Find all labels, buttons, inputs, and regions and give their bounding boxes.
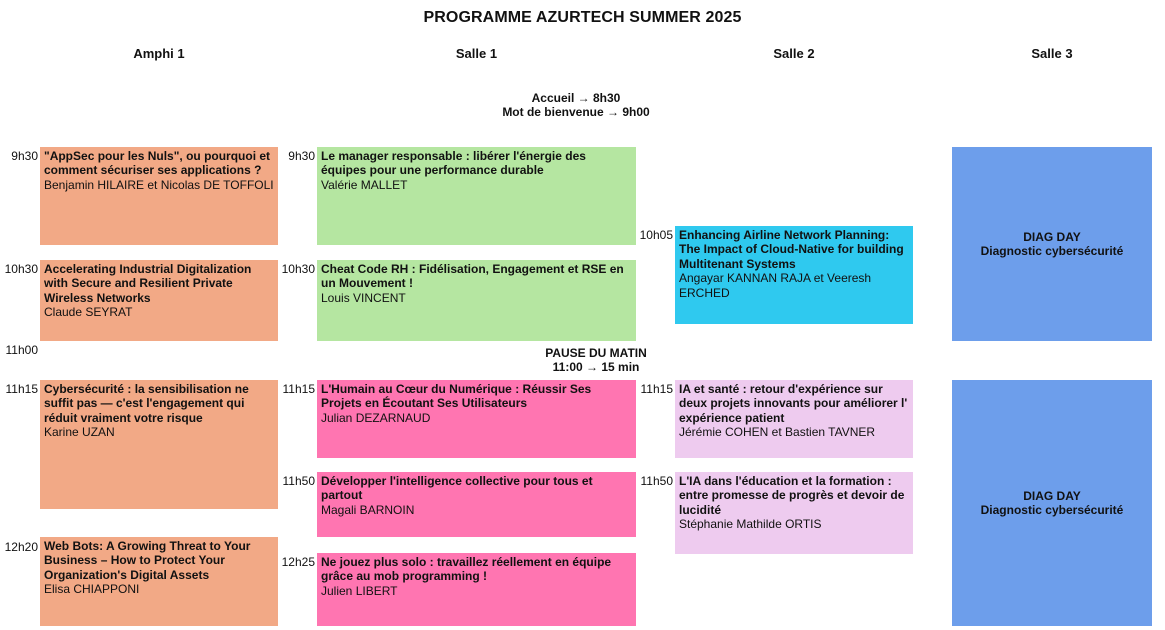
session-card[interactable]	[40, 147, 278, 245]
session-speaker: Karine UZAN	[44, 425, 115, 440]
session-card[interactable]	[317, 260, 636, 341]
diag-day-card[interactable]	[952, 147, 1152, 341]
session-card[interactable]	[40, 380, 278, 509]
time-label: 10h05	[639, 228, 673, 242]
session-speaker: Claude SEYRAT	[44, 305, 133, 320]
time-label: 12h25	[281, 555, 315, 569]
session-card[interactable]	[317, 472, 636, 537]
time-label: 11h15	[640, 382, 673, 396]
opening-note	[436, 91, 716, 119]
room-header-salle2: Salle 2	[773, 46, 815, 61]
diag-day-card[interactable]	[952, 380, 1152, 626]
session-title: "AppSec pour les Nuls", ou pourquoi et comment sécuriser ses applications ?	[44, 149, 271, 178]
session-card[interactable]	[317, 553, 636, 626]
time-label: 11h50	[640, 474, 673, 488]
time-label: 9h30	[288, 149, 315, 163]
session-speaker: Louis VINCENT	[321, 290, 406, 305]
session-speaker: Benjamin HILAIRE et Nicolas DE TOFFOLI	[44, 177, 274, 192]
session-card[interactable]	[675, 380, 913, 458]
session-title: L'Humain au Cœur du Numérique : Réussir Ses Projets en Écoutant Ses Utilisateurs	[321, 382, 592, 411]
session-title: Accelerating Industrial Digitalization with Secure and Resilient Private Wireless Networks	[44, 262, 252, 305]
diag-day-subtitle: Diagnostic cybersécurité	[980, 503, 1124, 517]
session-title: Cheat Code RH : Fidélisation, Engagement et RSE en un Mouvement !	[321, 262, 624, 291]
session-speaker: Julien LIBERT	[321, 583, 398, 598]
time-label: 10h30	[4, 262, 38, 276]
session-card[interactable]	[40, 260, 278, 341]
session-title: Web Bots: A Growing Threat to Your Business – How to Protect Your Organization's Digital Assets	[44, 539, 251, 582]
room-header-amphi1: Amphi 1	[133, 46, 185, 61]
page-title: PROGRAMME AZURTECH SUMMER 2025	[423, 9, 742, 26]
room-header-salle1: Salle 1	[455, 46, 498, 61]
session-speaker: Stéphanie Mathilde ORTIS	[679, 517, 822, 532]
session-card[interactable]	[40, 537, 278, 626]
opening-welcome: Accueil → 8h30	[531, 91, 621, 105]
time-label: 11h50	[282, 474, 315, 488]
time-label: 11h15	[282, 382, 315, 396]
session-title: L'IA dans l'éducation et la formation : entre promesse de progrès et devoir de lucidité	[679, 474, 905, 517]
diag-day-title: DIAG DAY	[1023, 488, 1081, 503]
session-speaker: Julian DEZARNAUD	[321, 410, 431, 425]
time-label: 10h30	[281, 262, 315, 276]
pause-detail: 11:00 → 15 min	[552, 360, 640, 374]
session-card[interactable]	[675, 226, 913, 324]
pause-title: PAUSE DU MATIN	[545, 346, 647, 360]
session-speaker: Jérémie COHEN et Bastien TAVNER	[679, 425, 876, 440]
session-speaker: Elisa CHIAPPONI	[44, 582, 140, 597]
session-title: Développer l'intelligence collective pour tous et partout	[321, 474, 593, 503]
session-title: Cybersécurité : la sensibilisation ne suffit pas — c'est l'engagement qui réduit vraiment votre risque	[44, 382, 249, 425]
session-card[interactable]	[317, 380, 636, 458]
diag-day-subtitle: Diagnostic cybersécurité	[980, 244, 1124, 258]
opening-speech: Mot de bienvenue → 9h00	[502, 105, 650, 119]
session-title: Le manager responsable : libérer l'énergie des équipes pour une performance durable	[321, 149, 586, 178]
session-card[interactable]	[675, 472, 913, 554]
pause-note	[476, 346, 716, 374]
pause-time-label: 11h00	[5, 343, 38, 357]
session-speaker: Angayar KANNAN RAJA et Veeresh ERCHED	[679, 271, 872, 300]
session-title: Enhancing Airline Network Planning: The Impact of Cloud-Native for building Multitenant Systems	[679, 228, 904, 271]
room-header-salle3: Salle 3	[1031, 46, 1073, 61]
session-title: Ne jouez plus solo : travaillez réellement en équipe grâce au mob programming !	[321, 555, 612, 584]
time-label: 12h20	[4, 540, 38, 554]
diag-day-title: DIAG DAY	[1023, 229, 1081, 244]
time-label: 9h30	[11, 149, 38, 163]
session-speaker: Magali BARNOIN	[321, 502, 415, 517]
session-card[interactable]	[317, 147, 636, 245]
session-title: IA et santé : retour d'expérience sur deux projets innovants pour améliorer l' expérience patient	[679, 382, 908, 425]
session-speaker: Valérie MALLET	[321, 177, 408, 192]
time-label: 11h15	[5, 382, 38, 396]
